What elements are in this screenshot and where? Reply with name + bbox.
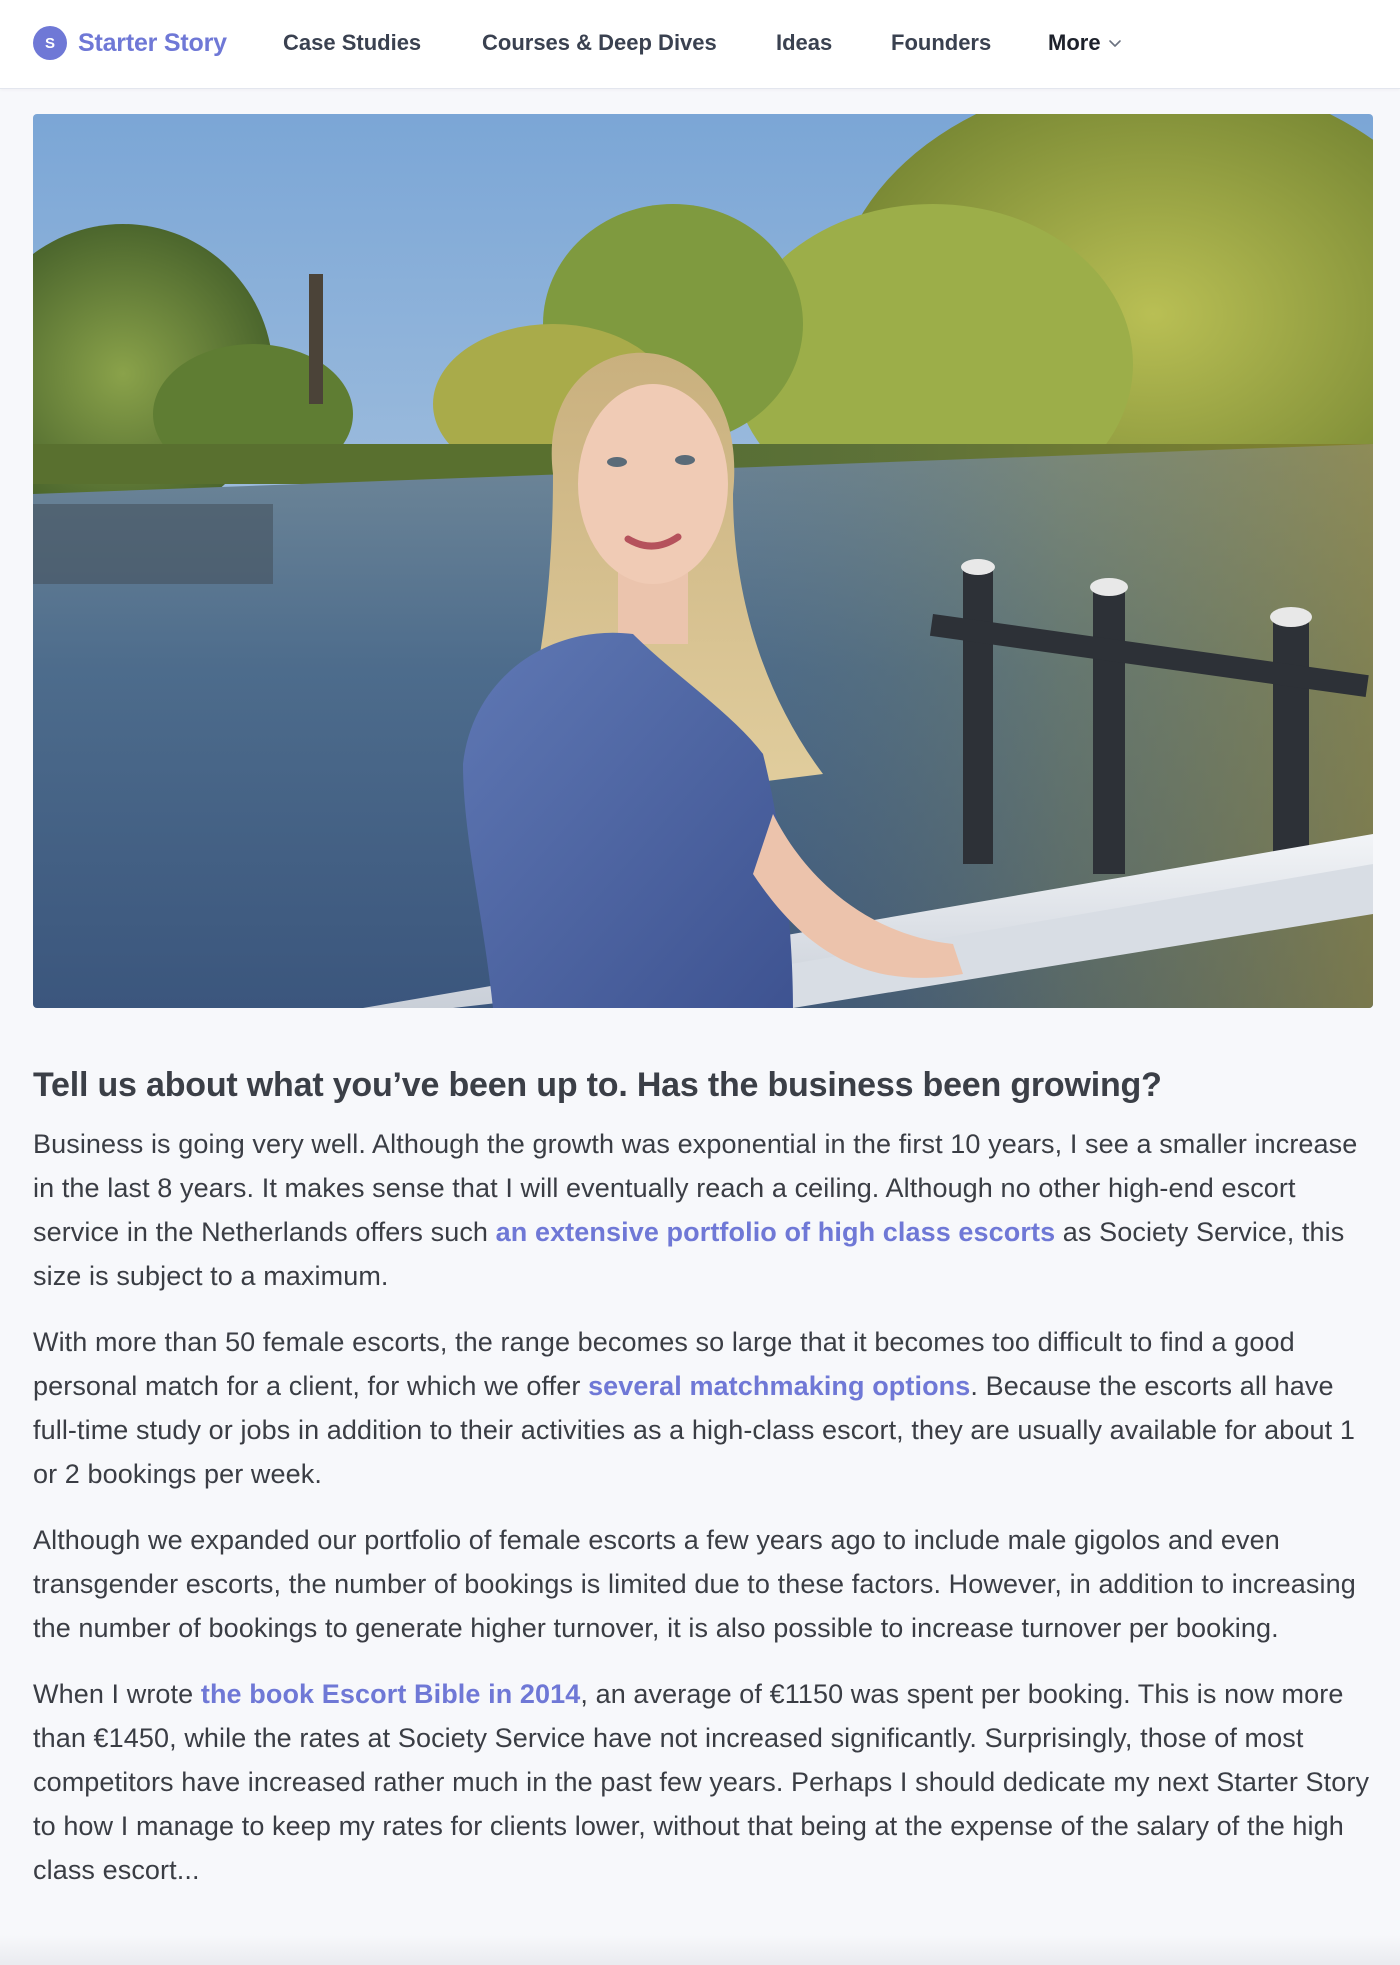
brand-logo-link[interactable] bbox=[33, 26, 227, 60]
paragraph-3: Although we expanded our portfolio of female escorts a few years ago to include male gigolos and even transgender escorts, the number of bookings is limited due to these factors. However, in addition to increasing the number of bookings to generate higher turnover, it is also possible to increase turnover per booking. bbox=[33, 1525, 1356, 1643]
paragraph-2 bbox=[33, 1320, 1378, 1496]
paragraph-4-text-end: , an average of €1150 was spent per booking. This is now more than €1450, while the rates at Society Service have not increased significantly. Surprisingly, those of most competitors have increased rather much in the past few years. Perhaps I should dedicate my next Starter Story to how I manage to keep my rates for clients lower, without that being at the expense of the salary of the high class escort... bbox=[33, 1679, 1370, 1885]
paragraph-2-text-start: With more than 50 female escorts, the range becomes so large that it becomes too difficult to find a good personal match for a client, for which we offer bbox=[33, 1327, 1295, 1401]
link-matchmaking-options[interactable]: several matchmaking options bbox=[588, 1371, 971, 1401]
link-escort-portfolio[interactable]: an extensive portfolio of high class escorts bbox=[495, 1217, 1056, 1247]
paragraph-1-text-end: as Society Service, this size is subject to a maximum. bbox=[33, 1217, 1345, 1291]
nav-ideas[interactable]: Ideas bbox=[776, 30, 833, 55]
portrait-photo-illustration bbox=[33, 114, 1373, 1008]
interview-question-heading: Tell us about what you’ve been up to. Has the business been growing? bbox=[33, 1066, 1162, 1104]
nav-founders[interactable]: Founders bbox=[891, 30, 992, 55]
nav-case-studies[interactable]: Case Studies bbox=[283, 30, 422, 55]
bottom-scroll-fade bbox=[0, 1935, 1400, 1965]
link-escort-bible-book[interactable]: the book Escort Bible in 2014 bbox=[200, 1679, 581, 1709]
brand-name: Starter Story bbox=[78, 28, 227, 57]
brand-logo-icon: S bbox=[33, 26, 67, 60]
nav-courses-deep-dives[interactable]: Courses & Deep Dives bbox=[482, 30, 717, 55]
paragraph-4 bbox=[33, 1672, 1378, 1892]
nav-more-label: More bbox=[1048, 30, 1101, 55]
hero-photo bbox=[33, 114, 1373, 1008]
chevron-down-icon bbox=[1107, 35, 1123, 51]
article-content bbox=[33, 1058, 1378, 1914]
paragraph-4-text-start: When I wrote bbox=[33, 1679, 201, 1709]
paragraph-2-text-end: . Because the escorts all have full-time study or jobs in addition to their activities as a high-class escort, they are usually available for about 1 or 2 bookings per week. bbox=[33, 1371, 1355, 1489]
nav-more-dropdown[interactable] bbox=[1048, 30, 1123, 56]
paragraph-1 bbox=[33, 1122, 1378, 1298]
paragraph-1-text-start: Business is going very well. Although the growth was exponential in the first 10 years, I see a smaller increase in the last 8 years. It makes sense that I will eventually reach a ceiling. Although no other high-end escort service in the Netherlands offers such bbox=[33, 1129, 1358, 1247]
top-navigation-bar bbox=[0, 0, 1400, 89]
